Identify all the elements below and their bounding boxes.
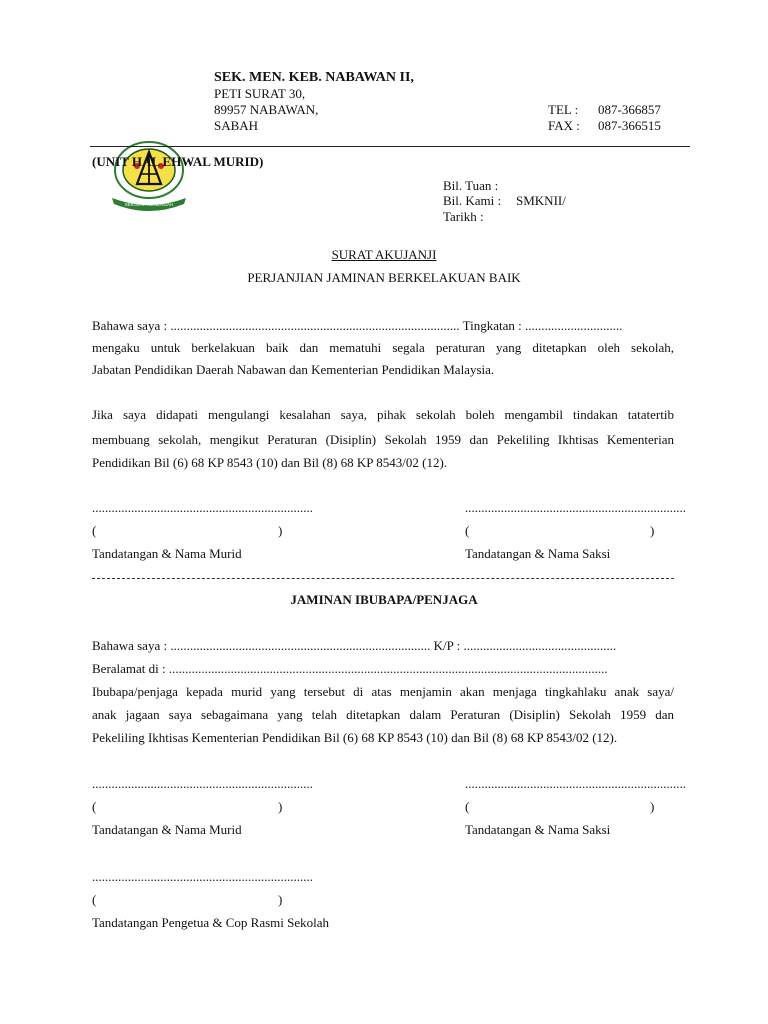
address-line-1: PETI SURAT 30, [214, 86, 306, 101]
close-paren-saksi: ) [650, 523, 655, 538]
parent-name-line: Bahawa saya : ................................................................................ K/P : ............................................... [92, 638, 617, 653]
student-para2-line3: Pendidikan Bil (6) 68 KP 8543 (10) dan Bil (8) 68 KP 8543/02 (12). [92, 455, 448, 470]
school-logo-icon [104, 140, 194, 212]
student-para1-line2: mengaku untuk berkelakuan baik dan mematuhi segala peraturan yang ditetapkan oleh sekolah, [92, 340, 674, 355]
fax-value: 087-366515 [598, 118, 661, 133]
fax-label: FAX : [548, 118, 580, 133]
school-name: SEK. MEN. KEB. NABAWAN II, [214, 70, 414, 85]
header-rule [90, 146, 690, 147]
parent-section-title: JAMINAN IBUBAPA/PENJAGA [290, 592, 478, 607]
open-paren-murid: ( [92, 523, 97, 538]
signature-label-pengetua: Tandatangan Pengetua & Cop Rasmi Sekolah [92, 915, 330, 930]
student-para2-line1: Jika saya didapati mengulangi kesalahan saya, pihak sekolah boleh mengambil tindakan tatatertib [92, 407, 674, 422]
parent-para-line2: anak jagaan saya sebagaimana yang telah ditetapkan dalam Peraturan (Disiplin) Sekolah 1959 dan [92, 707, 674, 722]
signature-label-murid: Tandatangan & Nama Murid [92, 546, 242, 561]
document-subtitle: PERJANJIAN JAMINAN BERKELAKUAN BAIK [247, 270, 521, 285]
signature-dots-murid: .................................................................... [92, 500, 313, 515]
close-paren-pengetua: ) [278, 892, 283, 907]
signature-label-saksi-2: Tandatangan & Nama Saksi [465, 822, 611, 837]
bil-kami-label: Bil. Kami : [443, 193, 502, 208]
bil-kami-value: SMKNII/ [516, 193, 566, 208]
unit-label: (UNIT HAL EHWAL MURID) [92, 154, 264, 169]
student-para1-line3: Jabatan Pendidikan Daerah Nabawan dan Kementerian Pendidikan Malaysia. [92, 362, 495, 377]
close-paren-saksi-2: ) [650, 799, 655, 814]
bil-tuan-label: Bil. Tuan : [443, 178, 499, 193]
parent-para-line3: Pekeliling Ikhtisas Kementerian Pendidikan Bil (6) 68 KP 8543 (10) dan Bil (8) 68 KP 8543/02 (12). [92, 730, 618, 745]
tel-label: TEL : [548, 102, 579, 117]
tarikh-label: Tarikh : [443, 209, 484, 224]
section-divider [92, 578, 674, 579]
open-paren-murid-2: ( [92, 799, 97, 814]
open-paren-pengetua: ( [92, 892, 97, 907]
open-paren-saksi-2: ( [465, 799, 470, 814]
signature-label-saksi: Tandatangan & Nama Saksi [465, 546, 611, 561]
signature-dots-pengetua: .................................................................... [92, 869, 313, 884]
parent-address-line: Beralamat di : ....................................................................................................................................... [92, 661, 608, 676]
open-paren-saksi: ( [465, 523, 470, 538]
close-paren-murid-2: ) [278, 799, 283, 814]
logo-text: SEKOLAH MENENGAH [124, 202, 174, 207]
signature-dots-saksi: .................................................................... [465, 500, 686, 515]
signature-label-murid-2: Tandatangan & Nama Murid [92, 822, 242, 837]
student-para2-line2: membuang sekolah, mengikut Peraturan (Disiplin) Sekolah 1959 dan Pekeliling Ikhtisas Kementerian [92, 432, 674, 447]
address-line-2: 89957 NABAWAN, [214, 102, 319, 117]
close-paren-murid: ) [278, 523, 283, 538]
signature-dots-saksi-2: .................................................................... [465, 776, 686, 791]
student-name-line: Bahawa saya : ......................................................................................... Tingkatan : .............................. [92, 318, 623, 333]
address-line-3: SABAH [214, 118, 259, 133]
signature-dots-murid-2: .................................................................... [92, 776, 313, 791]
tel-value: 087-366857 [598, 102, 661, 117]
document-title: SURAT AKUJANJI [331, 247, 437, 262]
parent-para-line1: Ibubapa/penjaga kepada murid yang tersebut di atas menjamin akan menjaga tingkahlaku anak saya/ [92, 684, 674, 699]
